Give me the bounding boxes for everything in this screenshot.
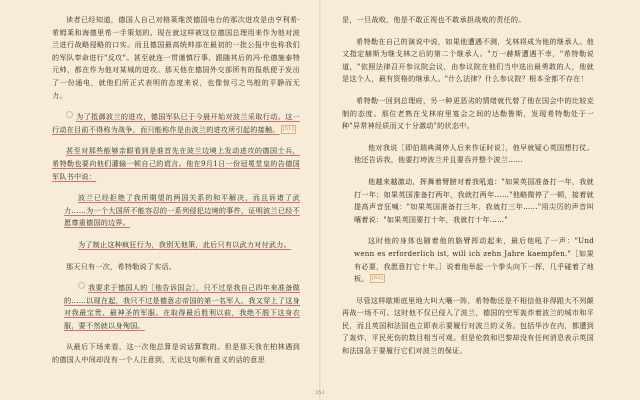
quote: 他对我说［即伯瑞典调停人后来作证时说］，他早就疑心英国想打仗。他还告诉我，他要打垮波兰并且要吞并整个波兰…… xyxy=(354,142,594,165)
footnote-link[interactable]: [62] xyxy=(371,275,383,282)
left-text-column xyxy=(52,14,300,376)
page-number: 351 xyxy=(315,390,325,396)
paragraph: 尽管这样歇斯底里地大叫大嚷一阵，希特勒还是不相信他非得跟大不列颠再战一场不可。这时他不仅已侵入了波兰，德国的空军轰炸着波兰的城市和平民，而且英国和法国也立即表示要履行对波兰的义务。包括华沙在内，都遭到了轰炸，平民死伤的数目相当可观。但是伦敦和巴黎却没有任何消息表示英国和法国急于要履行它们对波兰的保证。 xyxy=(342,295,594,356)
highlighted-paragraph xyxy=(52,145,300,183)
highlighted-quote xyxy=(52,282,300,332)
paragraph: 希特勒在自己的演说中说，如果他遭遇不测，戈林将成为他的继承人。他又指定赫斯为继戈林之后的第二个继承人。"万一赫斯遭遇不幸，"希特勒说道，"依照法律召开参议院会议，由参议院在他们当中选出最勇敢的人，他就是这个人，最有资格的继承人。"什么法律？什么参议院？根本全都不存在！ xyxy=(342,36,594,84)
highlighted-quote xyxy=(52,111,300,136)
annotation-marker-icon[interactable] xyxy=(78,282,85,289)
paragraph: 那天只有一次，希特勒说了实话。 xyxy=(66,261,177,271)
footnote-link[interactable]: [51] xyxy=(282,125,294,132)
quote: 他越来越激动，挥舞着臂膀对着我吼道："如果英国准备打一年，我就打一年；如果英国准备打两年，我就打两年……"他略微停了一顿，接着就提高声音狂喊："如果英国准备打三年，我就打三年……"用尖厉的声音叫嚷着说："如果英国要打十年，我就打十年……" xyxy=(354,176,594,224)
annotation-marker-icon[interactable] xyxy=(66,111,73,118)
quote-text: 我要求于德国人的［他告诉国会］，只不过是我自己四年来准备做的……以现在起，我只不过是德意志帝国的第一名军人。我又穿上了这身对我最宝贵、最神圣的军服。在取得最后胜利以前，我绝不脱下这身衣服，要不然就以身殉国。 xyxy=(64,283,300,330)
right-text-column xyxy=(342,14,594,367)
paragraph: 从最后下场来看，这一次他总算是说话算数的。但是那天我在柏林遇到的德国人中间却没有一个人注意到，无论这句颇有意义的话的意思 xyxy=(52,342,300,365)
quote-text: 波兰已经拒绝了我所期望的两国关系的和平解决，而且诉诸了武力……为一个大国所不能容忍的一系列侵犯边境的事件，证明波兰已经不愿尊重德国的边界。 xyxy=(64,193,300,228)
right-page xyxy=(320,0,640,400)
paragraph-text: 甚至对那些能够亲眼看到是谁首先在波兰边境上发动进攻的德国士兵，希特勒也要向他们灌输一顿自己的谎言。他在9月1日一份冠冕堂皇的告德国军队书中说： xyxy=(52,146,300,181)
quote xyxy=(342,235,594,285)
quote-text: 这时他的身体也随着他的胳臂挥动起来，最后他吼了一声："Und wenn es erforderlich ist, will ich zehn Jahre kaempfen."［如果有必要，我愿意打它十年。］说着他举起一个拳头向下一挥，几乎碰着了地板。 xyxy=(354,236,594,284)
quote-text: 为了抵御波兰的进攻，德国军队已于今晨开始对波兰采取行动。这一行动在目前不得称为战争，而只能称作是由波兰的进攻所引起的接触。 xyxy=(52,112,300,134)
quote-text: 为了制止这种疯狂行为，我别无他策，此后只有以武力对付武力。 xyxy=(78,239,291,249)
highlighted-quote xyxy=(52,239,300,252)
highlighted-quote xyxy=(52,192,300,230)
paragraph: 是，一旦战败，他是不敢正视也不敢承担战败的责任的。 xyxy=(342,15,526,24)
paragraph: 希特勒一回到总理府，另一种更恶劣的情绪就代替了他在国会中的比较克制的态度。那位老熟在戈林府里宴会之间的达勒鲁斯，发现希特勒处于一种"异常神经质而又十分激动"的状态中。 xyxy=(342,95,594,131)
paragraph: 读者已经知道，德国人自己对格莱维茨德国电台的那次进攻是由亨利希·希姆莱和海德里希一手策划的。现在就这样被这位德国总理用来作为他对波兰进行战略侵略的口实。而且德国最高统帅部在最初的一批公报中也称我们的军队奉命进行"反攻"。甚至就连一贯谨慎行事、跟随其后的冯·伦德施泰特元帅，都在作为他对某城的进攻。那天他在德国外交部所有的报纸便于发出了一份通电，就他们所正式表明的态度来说，也像惊弓之鸟般的平静而无力。 xyxy=(52,15,300,100)
